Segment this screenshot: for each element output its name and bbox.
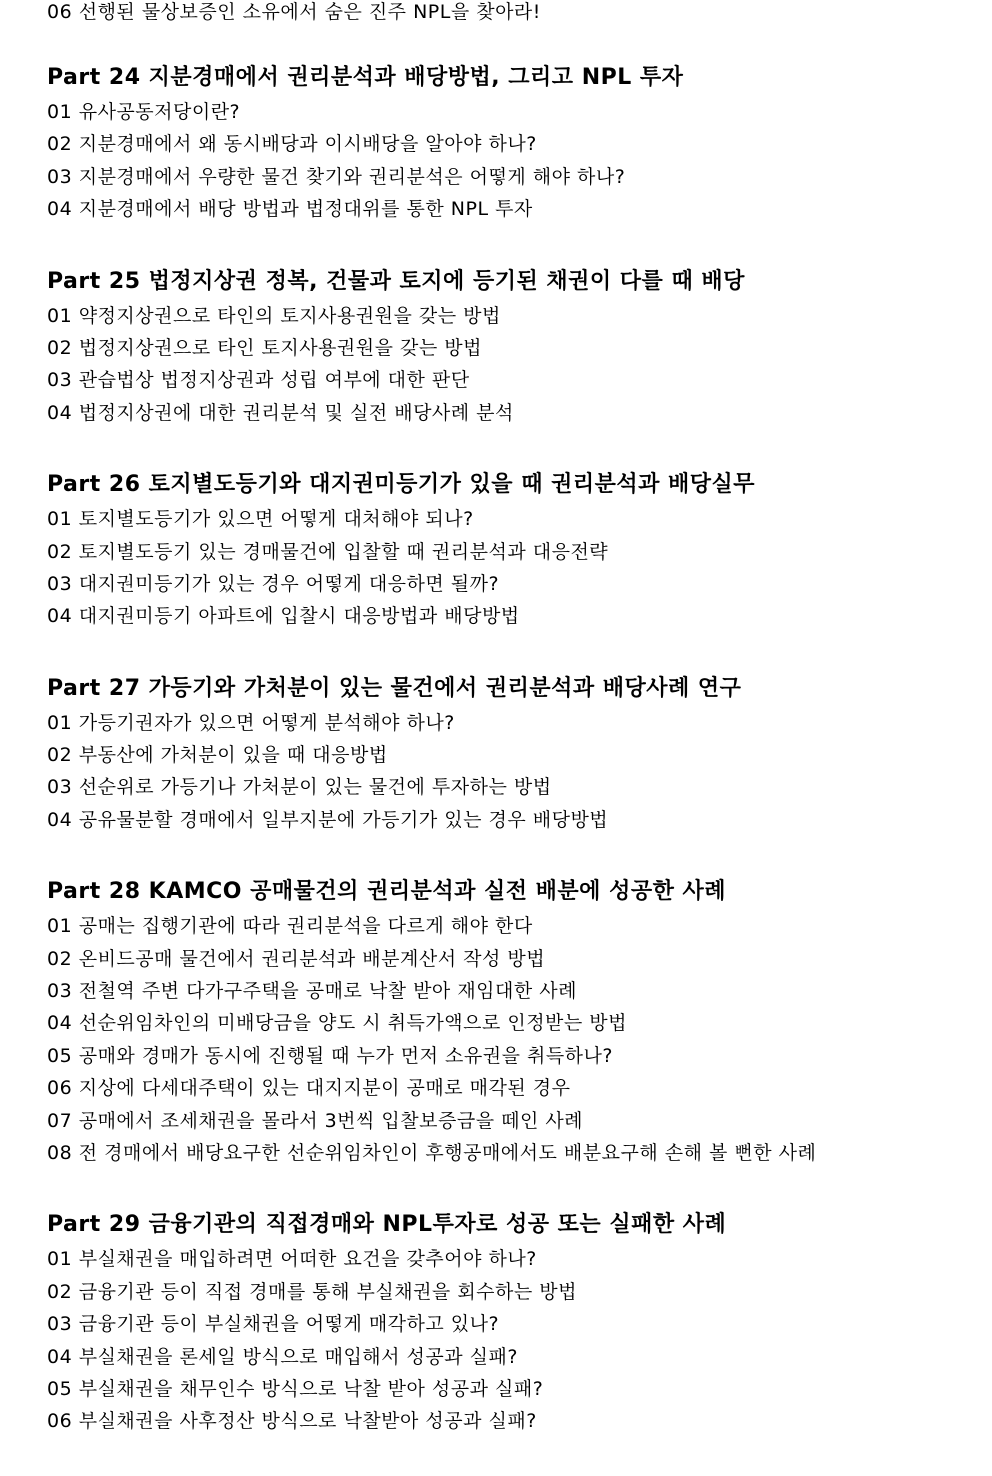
part-title: Part 24 지분경매에서 권리분석과 배당방법, 그리고 NPL 투자 — [47, 65, 684, 90]
chapter-item: 01 유사공동저당이란? — [47, 101, 241, 123]
chapter-item: 04 대지권미등기 아파트에 입찰시 대응방법과 배당방법 — [47, 605, 520, 628]
chapter-item: 04 선순위임차인의 미배당금을 양도 시 취득가액으로 인정받는 방법 — [47, 1012, 628, 1035]
chapter-item: 01 공매는 집행기관에 따라 권리분석을 다르게 해야 한다 — [47, 915, 533, 938]
part-section — [47, 60, 967, 226]
chapter-item: 02 토지별도등기 있는 경매물건에 입찰할 때 권리분석과 대응전략 — [47, 540, 609, 563]
continued-item: 06 선행된 물상보증인 소유에서 숨은 진주 NPL을 찾아라! — [47, 1, 541, 23]
part-item-list — [47, 1243, 967, 1437]
chapter-item: 02 지분경매에서 왜 동시배당과 이시배당을 알아야 하나? — [47, 133, 537, 156]
part-item-list — [47, 910, 967, 1169]
part-title: Part 28 KAMCO 공매물건의 권리분석과 실전 배분에 성공한 사례 — [47, 879, 726, 905]
chapter-item: 03 관습법상 법정지상권과 성립 여부에 대한 판단 — [47, 369, 470, 392]
chapter-item: 01 가등기권자가 있으면 어떻게 분석해야 하나? — [47, 711, 455, 734]
chapter-item: 01 토지별도등기가 있으면 어떻게 대처해야 되나? — [47, 508, 474, 531]
part-section — [47, 264, 967, 430]
part-item-list — [47, 96, 967, 226]
part-section — [47, 671, 967, 837]
table-of-contents — [47, 60, 967, 1476]
chapter-item: 03 대지권미등기가 있는 경우 어떻게 대응하면 될까? — [47, 572, 500, 595]
chapter-item: 02 부동산에 가처분이 있을 때 대응방법 — [47, 744, 388, 767]
chapter-item: 04 법정지상권에 대한 권리분석 및 실전 배당사례 분석 — [47, 401, 514, 424]
part-item-list — [47, 707, 967, 837]
part-section — [47, 1207, 967, 1437]
chapter-item: 02 법정지상권으로 타인 토지사용권원을 갖는 방법 — [47, 336, 482, 359]
chapter-item: 02 금융기관 등이 직접 경매를 통해 부실채권을 회수하는 방법 — [47, 1280, 577, 1303]
chapter-item: 05 부실채권을 채무인수 방식으로 낙찰 받아 성공과 실패? — [47, 1377, 544, 1400]
chapter-item: 04 부실채권을 론세일 방식으로 매입해서 성공과 실패? — [47, 1345, 518, 1368]
chapter-item: 06 부실채권을 사후정산 방식으로 낙찰받아 성공과 실패? — [47, 1410, 537, 1433]
part-title: Part 29 금융기관의 직접경매와 NPL투자로 성공 또는 실패한 사례 — [47, 1212, 727, 1238]
chapter-item: 07 공매에서 조세채권을 몰라서 3번씩 입찰보증금을 떼인 사례 — [47, 1109, 584, 1132]
chapter-item: 03 금융기관 등이 부실채권을 어떻게 매각하고 있나? — [47, 1313, 500, 1336]
part-title: Part 25 법정지상권 정복, 건물과 토지에 등기된 채권이 다를 때 배당 — [47, 268, 745, 294]
part-title: Part 27 가등기와 가처분이 있는 물건에서 권리분석과 배당사례 연구 — [47, 675, 742, 701]
chapter-item: 01 약정지상권으로 타인의 토지사용권원을 갖는 방법 — [47, 304, 501, 327]
chapter-item: 03 전철역 주변 다가구주택을 공매로 낙찰 받아 재임대한 사례 — [47, 980, 577, 1003]
chapter-item: 04 지분경매에서 배당 방법과 법정대위를 통한 NPL 투자 — [47, 198, 533, 221]
chapter-item: 04 공유물분할 경매에서 일부지분에 가등기가 있는 경우 배당방법 — [47, 808, 609, 831]
part-item-list — [47, 300, 967, 430]
part-item-list — [47, 503, 967, 633]
chapter-item: 03 지분경매에서 우량한 물건 찾기와 권리분석은 어떻게 해야 하나? — [47, 165, 626, 188]
part-section — [47, 467, 967, 633]
chapter-item: 01 부실채권을 매입하려면 어떠한 요건을 갖추어야 하나? — [47, 1248, 537, 1271]
part-section — [47, 874, 967, 1169]
chapter-item: 02 온비드공매 물건에서 권리분석과 배분계산서 작성 방법 — [47, 947, 546, 970]
part-title: Part 26 토지별도등기와 대지권미등기가 있을 때 권리분석과 배당실무 — [47, 472, 756, 498]
chapter-item: 08 전 경매에서 배당요구한 선순위임차인이 후행공매에서도 배분요구해 손해 볼 뻔한 사례 — [47, 1141, 817, 1164]
chapter-item: 06 지상에 다세대주택이 있는 대지지분이 공매로 매각된 경우 — [47, 1077, 571, 1100]
chapter-item: 03 선순위로 가등기나 가처분이 있는 물건에 투자하는 방법 — [47, 776, 552, 799]
chapter-item: 05 공매와 경매가 동시에 진행될 때 누가 먼저 소유권을 취득하나? — [47, 1044, 613, 1067]
